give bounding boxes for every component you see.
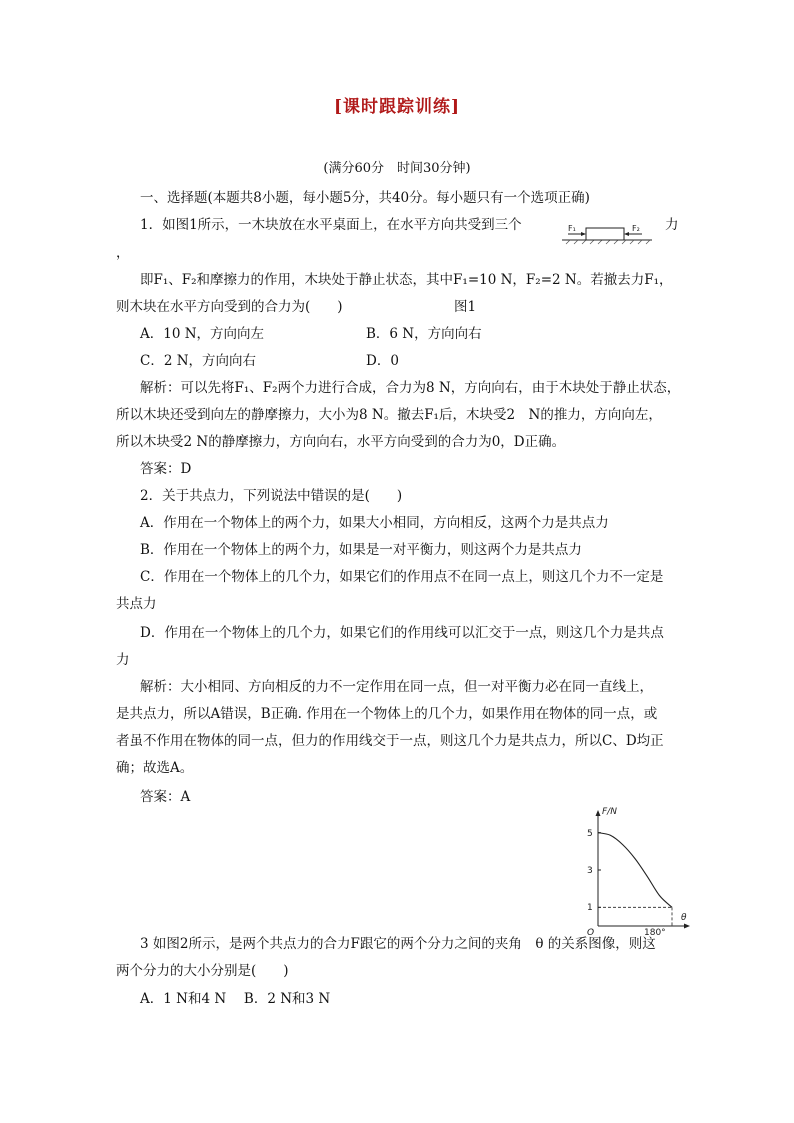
- q1-line1-end: 力: [665, 217, 679, 233]
- x-tick-label-180: 180°: [644, 928, 666, 937]
- exam-info: (满分60分 时间30分钟): [323, 161, 471, 176]
- q1-option-b: B．6 N，方向向右: [366, 326, 482, 342]
- q2-answer: 答案：A: [140, 789, 191, 805]
- y-axis-arrowhead: [596, 810, 601, 816]
- q2-line1: 2．关于共点力，下列说法中错误的是( ): [140, 488, 403, 504]
- q1-line2: 即F₁、F₂和摩擦力的作用，木块处于静止状态，其中F₁=10 N，F₂=2 N。若撤去力F₁，: [140, 272, 673, 288]
- q1-option-d: D．0: [366, 353, 399, 369]
- figure-2-chart: [578, 802, 698, 937]
- q2-option-c-2: 共点力: [116, 596, 157, 612]
- q2-option-c-1: C．作用在一个物体上的几个力，如果它们的作用点不在同一点上，则这几个力不一定是: [140, 569, 664, 585]
- q2-analysis-3: 者虽不作用在物体的同一点，但力的作用线交于一点，则这几个力是共点力，所以C、D均正: [116, 733, 664, 749]
- q1-line1: 1．如图1所示，一木块放在水平桌面上，在水平方向共受到三个: [140, 217, 522, 233]
- figure-1-caption: 图1: [454, 299, 477, 315]
- q2-option-d-2: 力: [116, 652, 130, 668]
- section-heading: 一、选择题(本题共8小题，每小题5分，共40分。每小题只有一个选项正确): [140, 190, 590, 206]
- table-hatch: [566, 240, 650, 244]
- x-axis-label: θ: [681, 913, 687, 923]
- q1-answer: 答案：D: [140, 461, 192, 477]
- q1-line3: 则木块在水平方向受到的合力为( ): [116, 299, 343, 315]
- q1-option-a: A．10 N，方向向左: [140, 326, 265, 342]
- wood-block: [586, 228, 624, 240]
- series-line-F: [598, 833, 672, 908]
- figure-1-block-diagram: [560, 220, 655, 246]
- q1-line1-comma: ，: [116, 245, 130, 261]
- page-title: [课时跟踪训练]: [333, 97, 461, 117]
- q2-analysis-4: 确；故选A。: [116, 760, 194, 776]
- q1-analysis-3: 所以木块受2 N的静摩擦力，方向向右，水平方向受到的合力为0，D正确。: [116, 434, 566, 450]
- q3-line1: 3 如图2所示，是两个共点力的合力F跟它的两个分力之间的夹角 θ 的关系图像，则这: [140, 936, 656, 952]
- q2-analysis-1: 解析：大小相同、方向相反的力不一定作用在同一点，但一对平衡力必在同一直线上，: [140, 679, 653, 695]
- y-tick-label-3: 3: [587, 866, 593, 876]
- q2-analysis-2: 是共点力，所以A错误，B正确. 作用在一个物体上的几个力，如果作用在物体的同一点，或: [116, 706, 658, 722]
- origin-label: O: [587, 928, 595, 937]
- q1-option-c: C．2 N，方向向右: [140, 353, 257, 369]
- y-axis-label: F/N: [602, 807, 617, 817]
- q2-option-b: B．作用在一个物体上的两个力，如果是一对平衡力，则这两个力是共点力: [140, 542, 582, 558]
- x-axis-arrowhead: [684, 924, 690, 929]
- q1-analysis-2: 所以木块还受到向左的静摩擦力，大小为8 N。撤去F₁后，木块受2 N的推力，方向向左，: [116, 407, 662, 423]
- f1-label: F₁: [568, 224, 576, 233]
- q2-option-a: A．作用在一个物体上的两个力，如果大小相同，方向相反，这两个力是共点力: [140, 515, 609, 531]
- f2-label: F₂: [632, 224, 640, 233]
- q3-line2: 两个分力的大小分别是( ): [116, 963, 289, 979]
- y-tick-label-1: 1: [587, 903, 593, 913]
- q3-options: A．1 N和4 N B．2 N和3 N: [140, 991, 331, 1007]
- q1-analysis-1: 解析：可以先将F₁、F₂两个力进行合成，合力为8 N，方向向右，由于木块处于静止状态，: [140, 380, 681, 396]
- y-tick-label-5: 5: [587, 829, 593, 839]
- q2-option-d-1: D．作用在一个物体上的几个力，如果它们的作用线可以汇交于一点，则这几个力是共点: [140, 625, 664, 641]
